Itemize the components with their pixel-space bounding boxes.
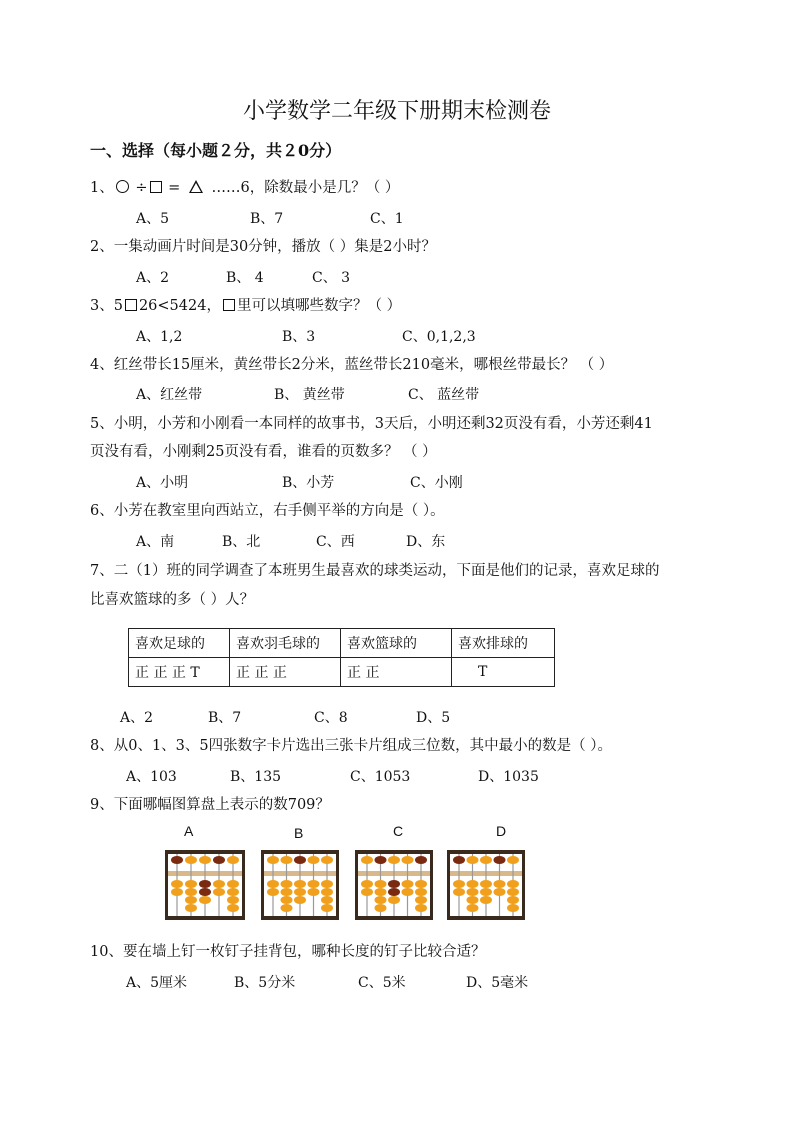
question-4: 4、红丝带长15厘米，黄丝带长2分米，蓝丝带长210毫米，哪根丝带最长？ （ ） bbox=[90, 357, 614, 373]
tally-header: 喜欢篮球的 bbox=[341, 629, 452, 658]
box-icon bbox=[125, 299, 137, 311]
q5-option-c: C、小刚 bbox=[410, 475, 463, 491]
tally-header: 喜欢排球的 bbox=[452, 629, 555, 658]
box-icon bbox=[223, 299, 235, 311]
q7-option-c: C、8 bbox=[314, 710, 348, 726]
q4-option-a: A、红丝带 bbox=[136, 387, 203, 403]
q7-option-b: B、7 bbox=[208, 710, 242, 726]
question-3 bbox=[90, 296, 401, 316]
page-title: 小学数学二年级下册期末检测卷 bbox=[242, 99, 551, 124]
q3-option-b: B、3 bbox=[282, 329, 316, 345]
triangle-icon bbox=[189, 180, 203, 193]
question-10: 10、要在墙上钉一枚钉子挂背包，哪种长度的钉子比较合适？ bbox=[90, 944, 486, 960]
q1-divide: ÷ bbox=[135, 180, 148, 196]
tally-header: 喜欢羽毛球的 bbox=[230, 629, 341, 658]
q6-option-d: D、东 bbox=[406, 534, 446, 550]
q10-option-c: C、5米 bbox=[358, 975, 406, 991]
question-5-line-2: 页没有看，小刚剩25页没有看，谁看的页数多？ （ ） bbox=[90, 444, 437, 460]
q3-option-a: A、1,2 bbox=[136, 329, 183, 345]
q8-option-c: C、1053 bbox=[350, 769, 411, 785]
question-5-line-1: 5、小明，小芳和小刚看一本同样的故事书，3天后，小明还剩32页没有看，小芳还剩41 bbox=[90, 416, 653, 432]
question-2: 2、一集动画片时间是30分钟，播放（ ）集是2小时？ bbox=[90, 239, 437, 255]
q10-option-b: B、5分米 bbox=[234, 975, 296, 991]
q7-option-a: A、2 bbox=[120, 710, 154, 726]
tally-value: 正 正 正 bbox=[230, 658, 341, 687]
question-8: 8、从0、1、3、5四张数字卡片选出三张卡片组成三位数，其中最小的数是（ ）。 bbox=[90, 738, 612, 754]
q4-option-b: B、 黄丝带 bbox=[274, 387, 345, 403]
q2-option-a: A、2 bbox=[136, 270, 170, 286]
abacus-picture bbox=[261, 850, 339, 920]
q1-option-c: C、1 bbox=[370, 211, 404, 227]
tally-table bbox=[128, 628, 555, 687]
q3-tail: 26<5424， bbox=[138, 298, 221, 314]
q8-option-b: B、135 bbox=[230, 769, 282, 785]
box-icon bbox=[150, 181, 162, 193]
q3-tail2: 里可以填哪些数字？（ ） bbox=[236, 298, 402, 314]
tally-header-row bbox=[129, 629, 555, 658]
abacus-picture bbox=[447, 850, 525, 920]
tally-header: 喜欢足球的 bbox=[129, 629, 230, 658]
question-7-line-2: 比喜欢篮球的多（ ）人？ bbox=[90, 592, 255, 608]
abacus-picture bbox=[165, 850, 245, 920]
q6-option-b: B、北 bbox=[222, 534, 261, 550]
section-heading: 一、选择（每小题２分，共２0分） bbox=[90, 141, 342, 160]
question-6: 6、小芳在教室里向西站立，右手侧平举的方向是（ ）。 bbox=[90, 503, 445, 519]
abacus-images bbox=[165, 846, 537, 924]
q1-tail: ……6，除数最小是几？（ ） bbox=[211, 180, 400, 196]
tally-value: 正 正 bbox=[341, 658, 452, 687]
q1-option-a: A、5 bbox=[136, 211, 170, 227]
tally-value: 正 正 正 T bbox=[129, 658, 230, 687]
abacus-picture bbox=[355, 850, 433, 920]
circle-icon bbox=[116, 180, 129, 193]
abacus-label-d: D bbox=[496, 823, 507, 839]
q8-option-d: D、1035 bbox=[478, 769, 539, 785]
q4-option-c: C、 蓝丝带 bbox=[408, 387, 480, 403]
q3-option-c: C、0,1,2,3 bbox=[402, 329, 476, 345]
q1-prefix: 1、 bbox=[90, 180, 114, 196]
q5-option-a: A、小明 bbox=[136, 475, 189, 491]
q10-option-a: A、5厘米 bbox=[126, 975, 188, 991]
question-9: 9、下面哪幅图算盘上表示的数709？ bbox=[90, 797, 330, 813]
question-7-line-1: 7、二（1）班的同学调查了本班男生最喜欢的球类运动，下面是他们的记录，喜欢足球的 bbox=[90, 563, 660, 579]
q2-option-c: C、 3 bbox=[312, 270, 351, 286]
tally-value-row bbox=[129, 658, 555, 687]
q1-equals: = bbox=[168, 180, 181, 196]
abacus-label-a: A bbox=[184, 823, 194, 839]
abacus-label-b: B bbox=[294, 825, 304, 841]
q10-option-d: D、5毫米 bbox=[466, 975, 529, 991]
q2-option-b: B、 4 bbox=[226, 270, 264, 286]
q1-option-b: B、7 bbox=[250, 211, 284, 227]
q5-option-b: B、小芳 bbox=[282, 475, 335, 491]
question-1 bbox=[90, 178, 399, 198]
q7-option-d: D、5 bbox=[416, 710, 451, 726]
q3-prefix: 3、5 bbox=[90, 298, 123, 314]
q8-option-a: A、103 bbox=[126, 769, 177, 785]
tally-value: T bbox=[452, 658, 555, 687]
abacus-label-c: C bbox=[393, 823, 404, 839]
q6-option-c: C、西 bbox=[316, 534, 355, 550]
q6-option-a: A、南 bbox=[136, 534, 175, 550]
